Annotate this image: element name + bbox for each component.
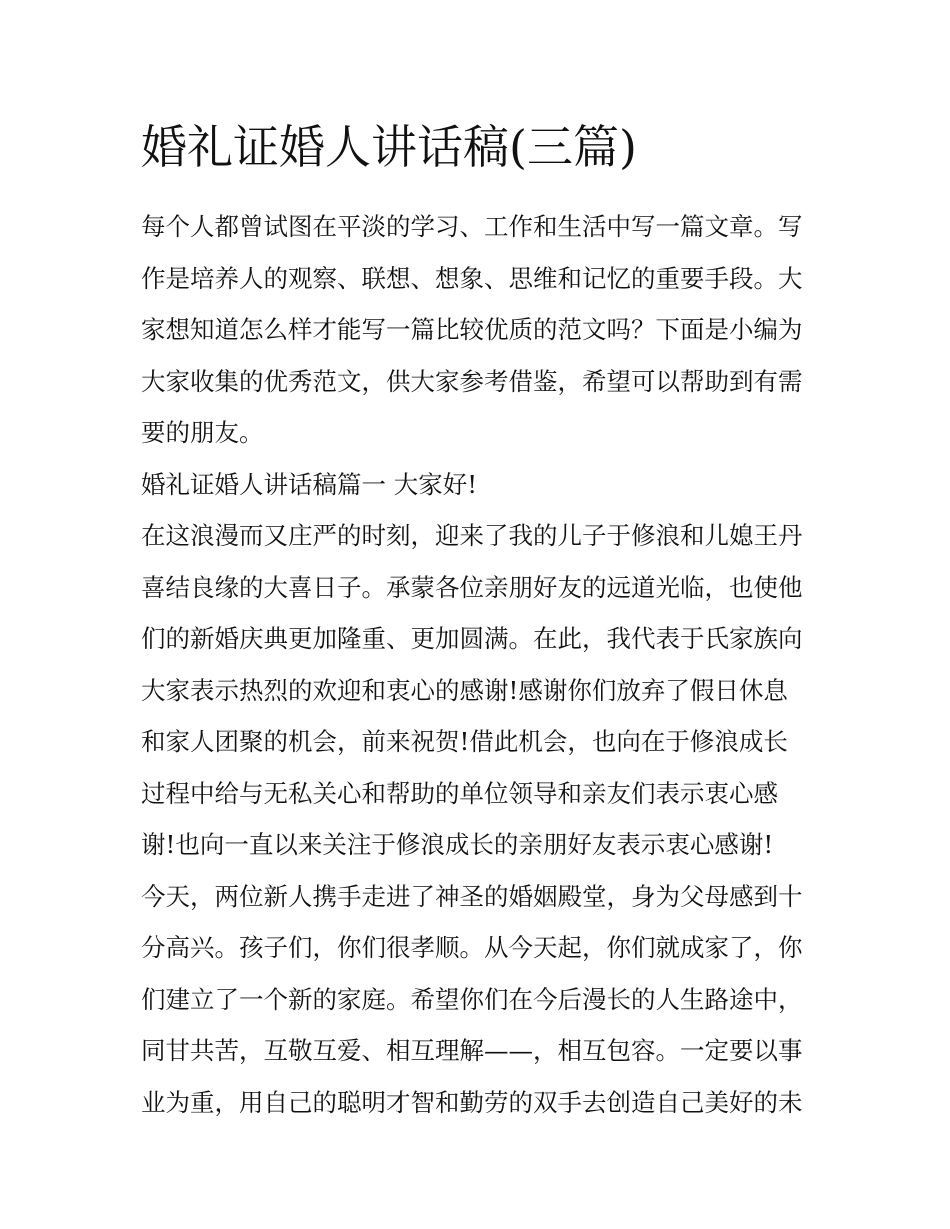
- text-line: 业为重，用自己的聪明才智和勤劳的双手去创造自己美好的未: [141, 1087, 803, 1117]
- section-heading-line: 婚礼证婚人讲话稿篇一 大家好!: [141, 469, 478, 499]
- text-line: 谢!也向一直以来关注于修浪成长的亲朋好友表示衷心感谢!: [141, 830, 774, 859]
- text-line: 们的新婚庆典更加隆重、更加圆满。在此，我代表于氏家族向: [141, 624, 803, 653]
- text-line: 过程中给与无私关心和帮助的单位领导和亲友们表示衷心感: [141, 778, 778, 808]
- text-line: 同甘共苦，互敬互爱、相互理解——，相互包容。一定要以事: [141, 1036, 803, 1065]
- document-content: [141, 115, 816, 1128]
- text-line: 和家人团聚的机会，前来祝贺!借此机会，也向在于修浪成长: [141, 727, 788, 756]
- text-line: 今天，两位新人携手走进了神圣的婚姻殿堂，身为父母感到十: [141, 881, 803, 911]
- text-line: 在这浪漫而又庄严的时刻，迎来了我的儿子于修浪和儿媳王丹: [141, 521, 803, 550]
- text-line: 分高兴。孩子们，你们很孝顺。从今天起，你们就成家了，你: [141, 933, 803, 962]
- text-line: 大家表示热烈的欢迎和衷心的感谢!感谢你们放弃了假日休息: [141, 675, 788, 705]
- text-line: 每个人都曾试图在平淡的学习、工作和生活中写一篇文章。写: [141, 212, 803, 241]
- text-line: 喜结良缘的大喜日子。承蒙各位亲朋好友的远道光临，也使他: [141, 572, 803, 602]
- text-line: 作是培养人的观察、联想、想象、思维和记忆的重要手段。大: [141, 263, 803, 293]
- document-body: [141, 201, 816, 1128]
- document-title: 婚礼证婚人讲话稿(三篇): [141, 120, 637, 174]
- text-line: 大家收集的优秀范文，供大家参考借鉴，希望可以帮助到有需: [141, 366, 803, 396]
- text-line: 要的朋友。: [141, 418, 264, 447]
- text-line: 们建立了一个新的家庭。希望你们在今后漫长的人生路途中，: [141, 984, 803, 1014]
- text-line: 家想知道怎么样才能写一篇比较优质的范文吗？下面是小编为: [141, 315, 803, 344]
